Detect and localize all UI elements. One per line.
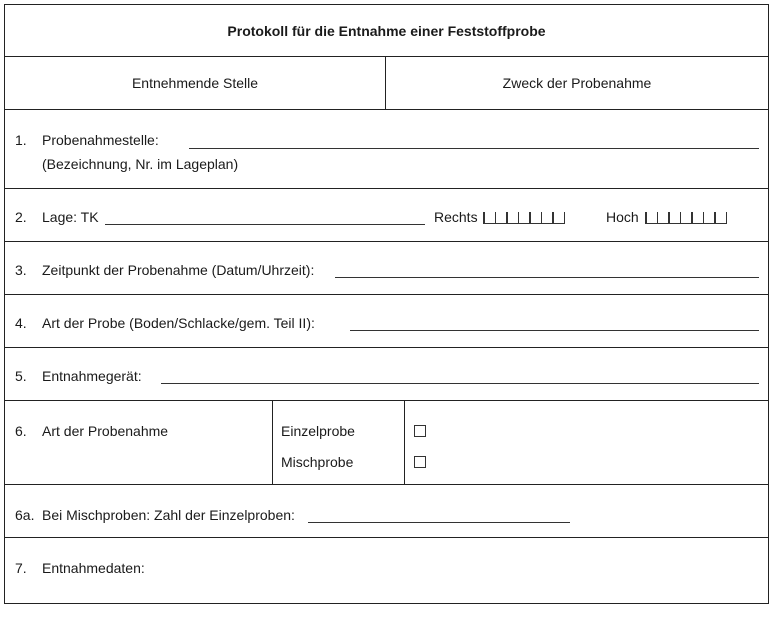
single-sample-checkbox[interactable]: [414, 425, 426, 437]
location-tk-label: Lage: TK: [42, 209, 99, 225]
row-number: 1.: [15, 132, 27, 148]
location-rechts-label: Rechts: [434, 209, 478, 225]
sample-type-input-line[interactable]: [350, 330, 759, 331]
single-sample-label: Einzelprobe: [281, 423, 355, 439]
location-hoch-label: Hoch: [606, 209, 639, 225]
sampling-device-input-line[interactable]: [161, 383, 759, 384]
sampling-method-label: Art der Probenahme: [42, 423, 169, 439]
row-number: 6.: [15, 423, 27, 439]
row-location: [5, 189, 768, 242]
sampling-time-input-line[interactable]: [335, 277, 759, 278]
row-number: 7.: [15, 560, 27, 576]
sampling-time-label: Zeitpunkt der Probenahme (Datum/Uhrzeit):: [42, 262, 315, 278]
row-sampling-site: [5, 110, 768, 189]
row-number: 3.: [15, 262, 27, 278]
sampling-site-label: Probenahmestelle:: [42, 132, 159, 148]
row-sampling-device: [5, 348, 768, 401]
mixed-sample-checkbox[interactable]: [414, 456, 426, 468]
protocol-form: [4, 4, 769, 604]
row-sampling-data: [5, 538, 768, 618]
column-divider: [272, 401, 273, 484]
row-mixed-sample-count: [5, 485, 768, 538]
form-title-row: [5, 5, 768, 57]
form-title: Protokoll für die Entnahme einer Feststoffprobe: [227, 22, 546, 39]
header-sampling-purpose-label: Zweck der Probenahme: [502, 75, 652, 91]
row-number: 2.: [15, 209, 27, 225]
sample-type-label: Art der Probe (Boden/Schlacke/gem. Teil II):: [42, 315, 315, 331]
location-tk-input-line[interactable]: [105, 224, 425, 225]
row-sample-type: [5, 295, 768, 348]
row-sampling-method: [5, 401, 768, 485]
sampling-site-sublabel: (Bezeichnung, Nr. im Lageplan): [42, 156, 239, 172]
sampling-site-input-line[interactable]: [189, 148, 759, 149]
sampling-data-label: Entnahmedaten:: [42, 560, 145, 576]
rechts-digit-grid[interactable]: [483, 210, 565, 224]
form-header-row: [5, 57, 768, 110]
row-sampling-time: [5, 242, 768, 295]
row-number: 6a.: [15, 507, 35, 523]
mixed-sample-count-label: Bei Mischproben: Zahl der Einzelproben:: [42, 507, 295, 523]
header-sampling-agency-label: Entnehmende Stelle: [131, 75, 259, 91]
header-sampling-agency: [5, 57, 386, 109]
mixed-sample-label: Mischprobe: [281, 454, 354, 470]
row-number: 4.: [15, 315, 27, 331]
row-number: 5.: [15, 368, 27, 384]
mixed-sample-count-input-line[interactable]: [308, 522, 570, 523]
header-sampling-purpose: [386, 57, 768, 109]
sampling-device-label: Entnahmegerät:: [42, 368, 142, 384]
hoch-digit-grid[interactable]: [645, 210, 727, 224]
column-divider: [404, 401, 405, 484]
